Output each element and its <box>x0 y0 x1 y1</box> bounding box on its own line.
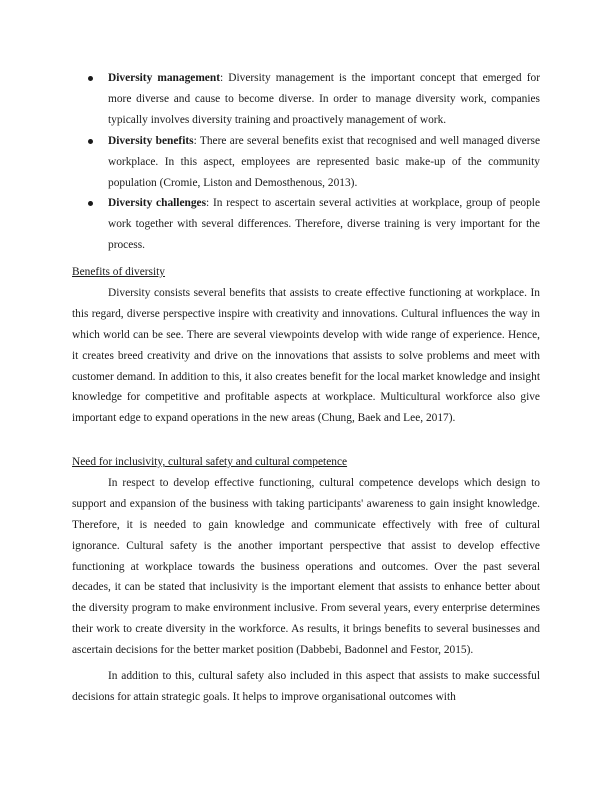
section-inclusivity <box>72 452 540 708</box>
bullet-text: In respect to ascertain several activities at workplace, group of people work together with several differences. Therefore, diverse training is very important for the process. <box>108 197 541 252</box>
bullet-item-diversity-challenges <box>108 193 540 256</box>
bullet-separator: : <box>220 72 224 84</box>
bullet-text: There are several benefits exist that recognised and well managed diverse workplace. In this aspect, employees are represented basic make-up of the community population (Cromie, Liston and Demosthenous, 2013). <box>108 134 540 189</box>
bullet-separator: : <box>193 134 197 147</box>
bullet-item-diversity-management <box>108 68 540 131</box>
bullet-item-diversity-benefits <box>108 131 540 194</box>
bullet-icon <box>88 201 93 206</box>
bullet-list <box>108 68 540 256</box>
bullet-term: Diversity management <box>108 72 220 84</box>
section-paragraph: Diversity consists several benefits that assists to create effective functioning at workplace. In this regard, diverse perspective inspire with creativity and innovations. Cultural influences the way in which world can be see. There are several viewpoints develop with wide range of experience. Hence, it creates breed creativity and drive on the innovations that assists to solve problems and meet with customer demand. In addition to this, it also creates benefit for the local market knowledge and insight knowledge for competitive and profitable aspects at workplace. Multicultural workforce also give important edge to expand operations in the new areas (Chung, Baek and Lee, 2017). <box>72 286 540 425</box>
section-paragraph: In addition to this, cultural safety also included in this aspect that assists to make successful decisions for attain strategic goals. It helps to improve organisational outcomes with <box>72 670 540 703</box>
section-heading: Benefits of diversity <box>72 266 166 278</box>
bullet-icon <box>88 76 93 81</box>
section-benefits-of-diversity <box>72 262 540 429</box>
bullet-term: Diversity benefits <box>108 134 194 147</box>
bullet-text: Diversity management is the important concept that emerged for more diverse and cause to become diverse. In order to manage diversity work, companies typically involves diversity training and proactively management of work. <box>108 72 540 126</box>
bullet-separator: : <box>206 197 210 210</box>
bullet-icon <box>88 139 93 144</box>
section-heading: Need for inclusivity, cultural safety and cultural competence <box>72 456 348 468</box>
bullet-term: Diversity challenges <box>108 197 207 210</box>
section-paragraph: In respect to develop effective functioning, cultural competence develops which design to support and expansion of the business with taking participants' awareness to gain insight knowledge. Therefore, it is needed to gain knowledge and communicate effectively with free of cultural ignorance. Cultural safety is the another important perspective that assist to develop effective functioning at workplace towards the business operations and outcomes. Over the past several decades, it can be stated that inclusivity is the important element that assists to enhance better about the diversity program to make environment inclusive. From several years, every enterprise determines their work to create diversity in the workforce. As results, it brings benefits to several businesses and ascertain decisions for the better market position (Dabbebi, Badonnel and Festor, 2015). <box>72 476 540 657</box>
